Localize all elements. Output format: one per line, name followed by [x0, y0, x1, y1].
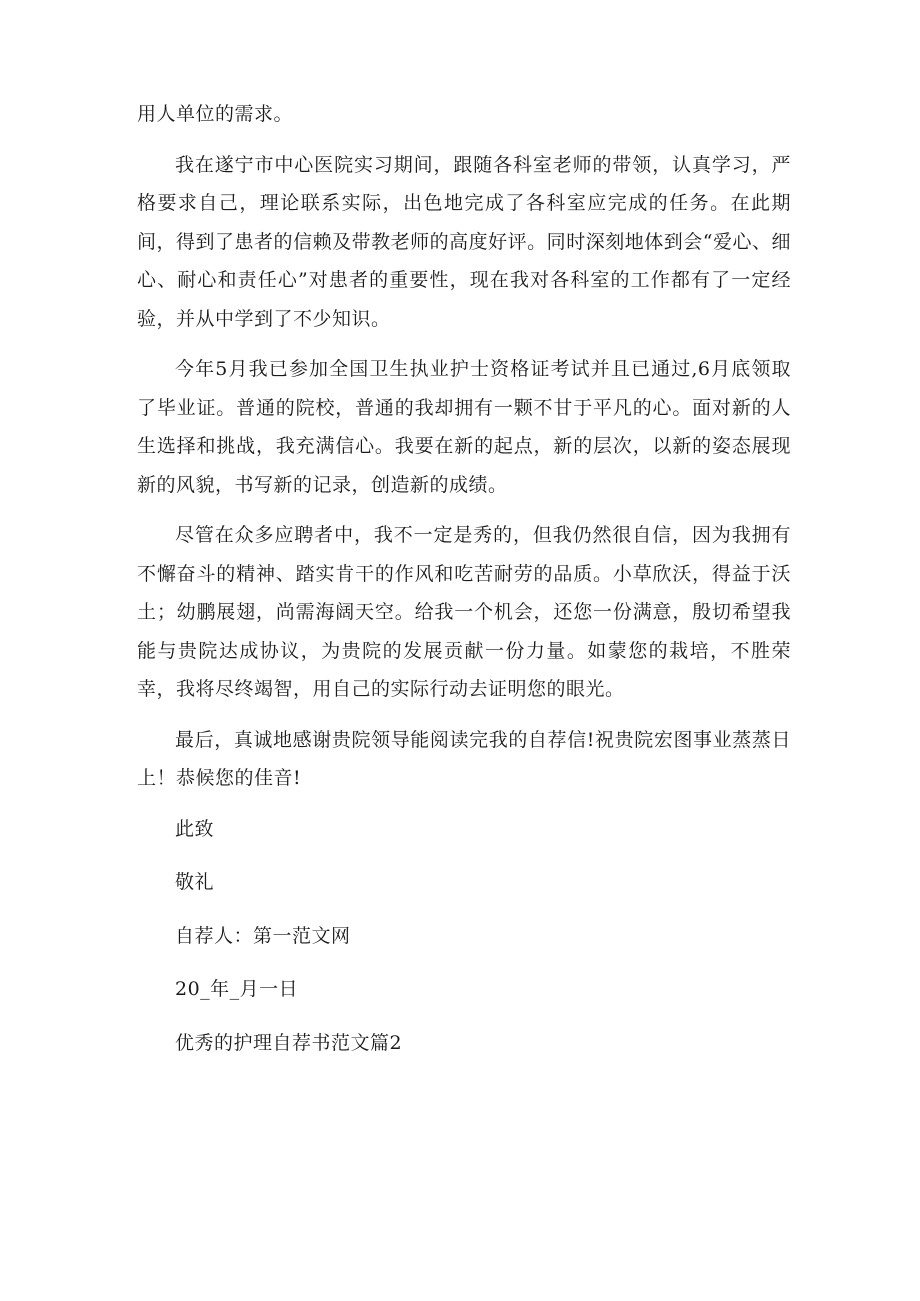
paragraph-qualification: 今年5月我已参加全国卫生执业护士资格证考试并且已通过,6月底领取了毕业证。普通的院校，普通的我却拥有一颗不甘于平凡的心。面对新的人生选择和挑战，我充满信心。我要在新的起点，新的层次，以新的姿态展现新的风貌，书写新的记录，创造新的成绩。	[137, 358, 791, 496]
paragraph-confidence: 尽管在众多应聘者中，我不一定是秀的，但我仍然很自信，因为我拥有不懈奋斗的精神、踏实肯干的作风和吃苦耐劳的品质。小草欣沃，得益于沃土；幼鹏展翅，尚需海阔天空。给我一个机会，还您一份满意，殷切希望我能与贵院达成协议，为贵院的发展贡献一份力量。如蒙您的栽培，不胜荣幸，我将尽终竭智，用自己的实际行动去证明您的眼光。	[137, 524, 791, 700]
date-line: 20_年_月一日	[175, 978, 299, 1000]
paragraph-internship: 我在遂宁市中心医院实习期间，跟随各科室老师的带领，认真学习，严格要求自己，理论联系实际，出色地完成了各科室应完成的任务。在此期间，得到了患者的信赖及带教老师的高度好评。同时深刻地体到会“爱心、细心、耐心和责任心”对患者的重要性，现在我对各科室的工作都有了一定经验，并从中学到了不少知识。	[137, 153, 791, 330]
next-article-title: 优秀的护理自荐书范文篇2	[175, 1031, 403, 1054]
closing-salutation: 此致	[175, 817, 215, 840]
closing-regards: 敬礼	[175, 871, 215, 893]
paragraph-thanks: 最后，真诚地感谢贵院领导能阅读完我的自荐信!祝贵院宏图事业蒸蒸日上！恭候您的佳音!	[137, 728, 791, 789]
signature-line: 自荐人：第一范文网	[175, 924, 351, 947]
document-body	[137, 95, 791, 1077]
paragraph-continued: 用人单位的需求。	[137, 103, 294, 125]
